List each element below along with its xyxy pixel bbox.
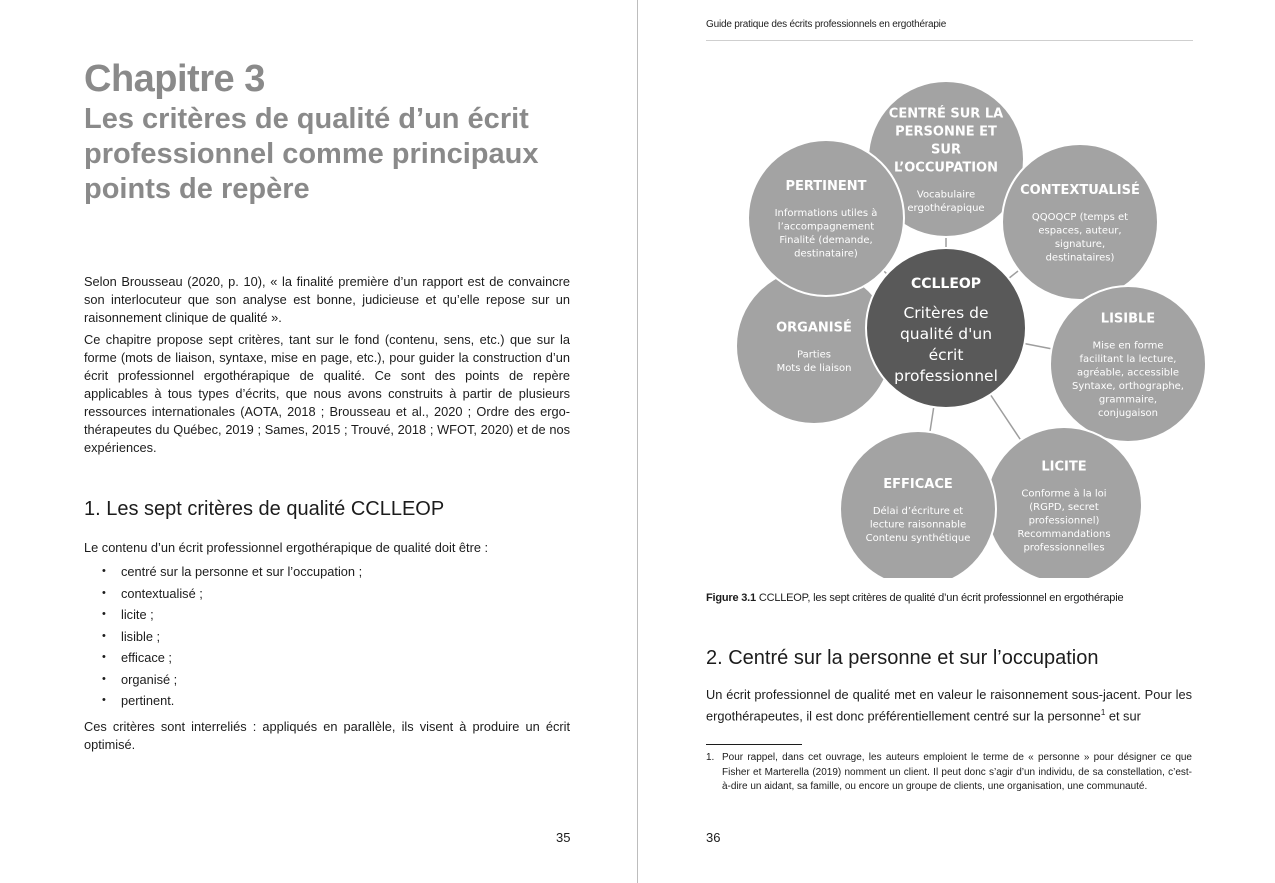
criterion-title: LISIBLE <box>1100 311 1156 327</box>
criterion-description: Parties <box>797 349 831 361</box>
figure-caption-text: CCLLEOP, les sept critères de qualité d’un écrit professionnel en ergothérapie <box>758 592 1124 604</box>
criterion-description: Conforme à la loi <box>1021 488 1107 500</box>
section-1-title: 1. Les sept critères de qualité CCLLEOP <box>84 498 445 520</box>
criterion-description: Vocabulaire <box>916 189 976 201</box>
running-header: Guide pratique des écrits professionnels en ergothérapie <box>706 19 947 30</box>
bullet-icon: • <box>102 651 106 663</box>
chapter-number: Chapitre 3 <box>84 58 265 100</box>
criterion-description: Mise en forme <box>1092 340 1164 352</box>
criterion-description: Syntaxe, orthographe, <box>1072 381 1184 392</box>
criterion-description: destinataire) <box>794 248 858 260</box>
criterion-title: PERSONNE ET <box>895 124 997 140</box>
right-page <box>638 0 1275 883</box>
center-subtitle: Critères de <box>903 304 989 322</box>
criterion-title: PERTINENT <box>785 179 867 194</box>
criterion-description: destinataires) <box>1045 252 1115 264</box>
bullet-icon: • <box>102 586 106 599</box>
criterion-description: l’accompagnement <box>777 221 875 233</box>
criterion-description: lecture raisonnable <box>869 519 967 531</box>
bullet-icon: • <box>102 629 106 642</box>
criterion-description: professionnel) <box>1028 515 1100 527</box>
criterion-description: grammaire, <box>1098 394 1158 406</box>
criterion-description: ergothérapique <box>907 203 985 214</box>
criteria-summary-paragraph: Ces critères sont interreliés : appliqués en parallèle, ils visent à produire un écrit optimisé. <box>84 719 570 752</box>
criterion-description: facilitant la lecture, <box>1079 354 1177 365</box>
bullet-icon: • <box>102 672 106 685</box>
list-item: • centré sur la personne et sur l’occupation ; <box>102 561 362 583</box>
criterion-description: espaces, auteur, <box>1038 225 1122 237</box>
criterion-title: LICITE <box>1041 459 1087 475</box>
footnote-marker: 1. <box>706 752 715 763</box>
criterion-title: CONTEXTUALISÉ <box>1020 183 1140 198</box>
criterion-description: QQOQCP (temps et <box>1031 212 1129 223</box>
connector-line <box>930 408 934 431</box>
criteria-intro-paragraph: Le contenu d’un écrit professionnel ergothérapique de qualité doit être : <box>84 540 489 555</box>
criterion-description: Contenu synthétique <box>865 532 971 544</box>
center-subtitle: professionnel <box>894 367 998 385</box>
criterion-title: ORGANISÉ <box>776 320 852 336</box>
criterion-description: Finalité (demande, <box>779 235 873 246</box>
criterion-title: EFFICACE <box>883 476 953 492</box>
connector-line <box>1010 271 1019 278</box>
list-item: • lisible ; <box>102 626 362 648</box>
criterion-title: SUR <box>931 142 961 158</box>
list-item: • organisé ; <box>102 669 362 691</box>
footnote-text: Pour rappel, dans cet ouvrage, les auteurs emploient le terme de « personne » pour désigner ce que Fisher et Marterella (2019) nomment un client. Il peut donc s’agir d’un individu, de sa constellation, c’est-à-dire un aidant, sa famille, ou encore un groupe de clients, une organisation, une communauté. <box>722 752 1192 792</box>
connector-line <box>991 395 1020 439</box>
footnote <box>706 751 1192 795</box>
criterion-description: professionnelles <box>1023 542 1105 554</box>
chapter-title: Les critères de qualité d’un écrit professionnel comme principaux points de repère <box>84 103 539 205</box>
criterion-title: CENTRÉ SUR LA <box>888 106 1004 122</box>
criterion-description: agréable, accessible <box>1076 367 1180 379</box>
page-number-right: 36 <box>706 830 721 845</box>
footnote-rule <box>706 744 802 745</box>
cclleop-diagram <box>690 62 1210 578</box>
criterion-description: Informations utiles à <box>774 208 878 219</box>
bullet-icon: • <box>102 608 106 620</box>
section-2-title: 2. Centré sur la personne et sur l’occupation <box>706 647 1099 669</box>
header-rule <box>706 40 1193 41</box>
criterion-description: Mots de liaison <box>776 363 852 374</box>
center-subtitle: écrit <box>928 346 964 364</box>
figure-label: Figure 3.1 <box>706 592 756 604</box>
center-subtitle: qualité d'un <box>899 325 993 343</box>
figure-caption <box>706 592 1123 604</box>
bullet-icon: • <box>102 565 106 577</box>
section-2-paragraph: Un écrit professionnel de qualité met en valeur le raisonnement sous-jacent. Pour les ergothérapeutes, il est donc préférentiellement centré sur la personne$^1$ et sur <box>706 687 1192 724</box>
connector-line <box>884 271 886 273</box>
bullet-icon: • <box>102 694 106 706</box>
list-item: • efficace ; <box>102 647 362 669</box>
intro-paragraph: Selon Brousseau (2020, p. 10), « la finalité première d’un rapport est de convaincre son interlocuteur que son analyse est bonne, judicieuse et qu’elle repose sur un raisonnement clinique de qualité ». <box>84 274 570 325</box>
criterion-circle <box>840 431 996 578</box>
page-number-left: 35 <box>556 830 571 845</box>
list-item: • licite ; <box>102 604 362 626</box>
chapter-overview-paragraph: Ce chapitre propose sept critères, tant sur le fond (contenu, sens, etc.) que sur la forme (mots de liaison, syntaxe, mise en page, etc.), pour guider la construction d’un écrit professionnel ergothérapique de qualité. Ce sont des points de repère applicables à tous types d’écrits, que nous avons construits à partir de plusieurs ressources internationales (AOTA, 2018 ; Brousseau et al., 2020 ; Ordre des ergo-thérapeutes du Québec, 2019 ; Sames, 2015 ; Trouvé, 2018 ; WFOT, 2020) et de nos expériences. <box>84 332 570 455</box>
criterion-description: conjugaison <box>1098 408 1158 419</box>
connector-line <box>1025 344 1050 349</box>
list-item: • contextualisé ; <box>102 583 362 605</box>
criterion-description: (RGPD, secret <box>1029 501 1099 513</box>
criterion-description: signature, <box>1054 239 1106 250</box>
footnote-reference: 1 <box>1100 708 1106 717</box>
criterion-description: Délai d’écriture et <box>872 505 964 517</box>
criteria-list <box>102 561 362 712</box>
center-title: CCLLEOP <box>910 276 982 292</box>
criterion-description: Recommandations <box>1017 528 1111 540</box>
list-item: • pertinent. <box>102 690 362 712</box>
criterion-title: L’OCCUPATION <box>894 160 998 176</box>
